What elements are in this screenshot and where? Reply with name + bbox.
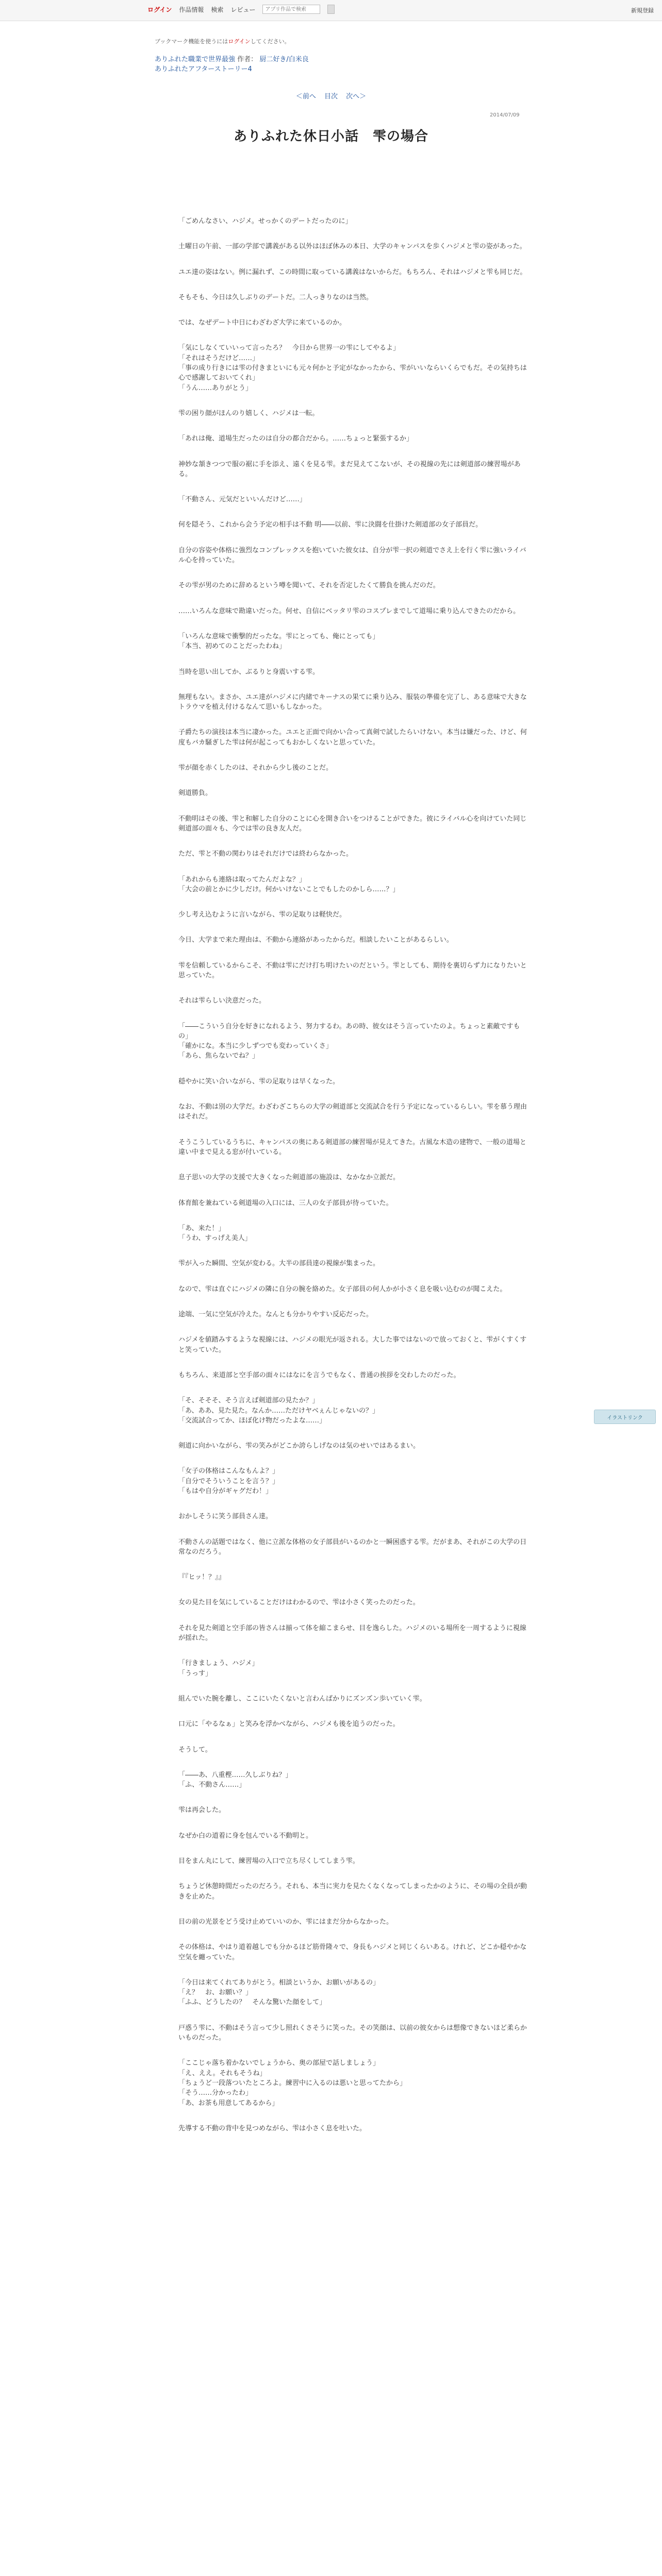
story-paragraph: 当時を思い出してか、ぶるりと身震いする雫。 [178, 668, 320, 676]
story-paragraph: そもそも、今日は久しぶりのデートだ。二人っきりなのは当然。 [178, 293, 373, 301]
story-paragraph: 自分の容姿や体格に強烈なコンプレックスを抱いていた彼女は、自分が雫一択の剣道でさえ上を行く雫に強いライバル心を持っていた。 [178, 546, 526, 565]
prev-link[interactable]: ＜前へ [295, 93, 316, 100]
chapter-pager [0, 91, 662, 100]
story-paragraph: 組んでいた腕を離し、ここにいたくないと言わんばかりにズンズン歩いていく雫。 [178, 1694, 426, 1703]
chapter-link[interactable]: ありふれたアフターストーリー4 [155, 65, 252, 73]
story-paragraph: 不動明はその後、雫と和解した自分のことに心を開き合いをつけることができた。彼にライバル心を向けていた同じ剣道部の面々も、今では雫の良き友人だ。 [178, 815, 527, 833]
site-nav [147, 5, 335, 14]
story-paragraph: なぜか白の道着に身を包んでいる不動明と。 [178, 1832, 313, 1840]
story-paragraph: ……いろんな意味で勘違いだった。何せ、自信にベッタリ雫のコスプレまでして道場に乗り込んできたのだから。 [178, 607, 520, 615]
story-paragraph: 子爵たちの演技は本当に凄かった。ユエと正面で向かい合って真剣で試したらいけない。本当は嫌だった、けど、何度もバカ騒ぎした雫は何が起こってもおかしくないと思っていた。 [178, 728, 527, 747]
story-paragraph: 「行きましょう、ハジメ」 「うっす」 [178, 1659, 259, 1677]
story-paragraph: 「あれからも連絡は取ってたんだよな？」 「大会の前とかに少しだけ。何かいけないことでもしたのかしら……？」 [178, 875, 400, 893]
story-paragraph: 息子思いの大学の支援で大きくなった剣道部の施設は、なかなか立派だ。 [178, 1174, 400, 1182]
story-paragraph: 「不動さん、元気だといいんだけど……」 [178, 496, 306, 504]
story-paragraph: ちょうど休憩時間だったのだろう。それも、本当に実力を見たくなくなってしまったかのように、その場の全員が動きを止めた。 [178, 1883, 527, 1901]
story-paragraph: なお、不動は別の大学だ。わざわざこちらの大学の剣道部と交流試合を行う予定になっているらしい。雫を慕う理由はそれだ。 [178, 1103, 527, 1121]
story-paragraph: 戸惑う雫に、不動はそう言って少し照れくさそうに笑った。その笑顔は、以前の彼女からは想像できないほど柔らかいものだった。 [178, 2024, 527, 2042]
works-link[interactable]: 作品情報 [179, 6, 204, 13]
story-paragraph: 「気にしなくていいって言ったろ？ 今日から世界一の雫にしてやるよ」 「それはそうだけど……」 「事の成り行きには雫の付きまといにも元々何かと予定がなかったから、雫がいいならいくらでもだ。その気持ちは心で感謝しておいてくれ」 「うん……ありがとう」 [178, 344, 527, 392]
chapter-title: ありふれた休日小話 雫の場合 [233, 129, 428, 144]
register-link[interactable]: 新規登録 [631, 7, 654, 14]
story-paragraph: 穏やかに笑い合いながら、雫の足取りは早くなった。 [178, 1077, 340, 1086]
story-paragraph: 神妙な頷きつつで服の裾に手を添え、遠くを見る雫。まだ見えてこないが、その視線の先には剣道部の練習場がある。 [178, 460, 521, 478]
story-paragraph: ユエ達の姿はない。例に漏れず、この時間に取っている講義はないからだ。もちろん、それはハジメと雫も同じだ。 [178, 268, 527, 276]
story-paragraph: ただ、雫と不動の関わりはそれだけでは終わらなかった。 [178, 850, 353, 858]
review-link[interactable]: レビュー [230, 6, 256, 13]
story-paragraph: もちろん、来道部と空手部の面々にはなにを言うでもなく、普通の挨拶を交わしたのだった。 [178, 1371, 460, 1379]
story-paragraph: 『『ヒッ！？』』 [178, 1573, 225, 1582]
story-paragraph: 「――あ、八重樫……久しぶりね？」 「ふ、不動さん……」 [178, 1771, 292, 1789]
toc-link[interactable]: 目次 [324, 93, 338, 100]
story-paragraph: 雫が顔を赤くしたのは、それから少し後のことだ。 [178, 764, 333, 772]
story-paragraph: 女の見た目を気にしていることだけはわかるので、雫は小さく笑ったのだった。 [178, 1599, 420, 1607]
search-link[interactable]: 検索 [211, 6, 224, 13]
series-info [155, 55, 309, 74]
story-paragraph: それは雫らしい決意だった。 [178, 997, 266, 1005]
story-paragraph: 不動さんの話題ではなく、他に立派な体格の女子部員がいるのかと一瞬困惑する雫。だがまあ、それがこの大学の日常なのだろう。 [178, 1538, 527, 1556]
story-paragraph: 体育館を兼ねている剣道場の入口には、三人の女子部員が待っていた。 [178, 1199, 393, 1207]
author-label: 作者： [237, 56, 258, 63]
story-paragraph: なので、雫は直ぐにハジメの隣に自分の腕を絡めた。女子部員の何人かが小さく息を吸い込むのが聞こえた。 [178, 1285, 507, 1293]
story-paragraph: 目をまん丸にして、練習場の入口で立ち尽くしてしまう雫。 [178, 1857, 359, 1866]
story-paragraph: 「そ、そそそ、そう言えば剣道部の見たか？」 「あ、ああ、見た見た。なんか……ただけヤベぇんじゃないの？」 「交流試合ってか、ほぼ化け物だったよな……」 [178, 1397, 379, 1425]
story-paragraph: 目の前の光景をどう受け止めていいのか、雫にはまだ分からなかった。 [178, 1918, 393, 1926]
bookmark-notice [155, 37, 290, 45]
story-paragraph: 雫は再会した。 [178, 1806, 226, 1815]
story-paragraph: 無理もない。まさか、ユエ達がハジメに内緒でキーナスの果てに乗り込み、服装の準備を完了し、ある意味で大きなトラウマを植え付けるなんて思いもしなかった。 [178, 693, 527, 711]
story-paragraph: 雫の困り顔がほんのり嬉しく、ハジメは一転。 [178, 409, 319, 417]
story-paragraph: 途端、一気に空気が冷えた。なんとも分かりやすい反応だった。 [178, 1311, 373, 1319]
story-paragraph: ハジメを値踏みするような視線には、ハジメの眼光が返される。大した事ではないので放っておくと、雫がくすくすと笑っていた。 [178, 1336, 527, 1354]
story-paragraph: その体格は、やはり道着越しでも分かるほど筋骨隆々で、身長もハジメと同じくらいある。けれど、どこか穏やかな空気を纏っていた。 [178, 1943, 527, 1961]
story-paragraph: 雫を信頼しているからこそ、不動は雫にだけ打ち明けたいのだという。雫としても、期待を裏切らず力になりたいと思っていた。 [178, 961, 527, 979]
series-title-link[interactable]: ありふれた職業で世界最強 [155, 56, 236, 63]
author-link[interactable]: 厨二好き/白米良 [259, 56, 309, 63]
search-input[interactable] [262, 5, 320, 14]
story-paragraph: そうして。 [178, 1745, 212, 1754]
story-paragraph: その雫が男のために辞めるという噂を聞いて、それを否定したくて勝負を挑んだのだ。 [178, 582, 440, 590]
story-paragraph: 剣道に向かいながら、雫の笑みがどこか誇らしげなのは気のせいではあるまい。 [178, 1442, 420, 1450]
story-paragraph: 「いろんな意味で衝撃的だったな。雫にとっても、俺にとっても」 「本当、初めてのことだったわね」 [178, 632, 379, 651]
post-date: 2014/07/09 [490, 112, 520, 118]
story-paragraph: 「あれは俺、道場生だったのは自分の都合だから。……ちょっと緊張するか」 [178, 435, 413, 443]
story-paragraph: 何を隠そう、これから会う予定の相手は不動 明――以前、雫に決闘を仕掛けた剣道部の女子部員だ。 [178, 521, 483, 529]
login-link[interactable]: ログイン [147, 6, 172, 13]
story-paragraph: 今日、大学まで来た理由は、不動から連絡があったからだ。相談したいことがあるらしい。 [178, 936, 453, 944]
story-paragraph: 「今日は来てくれてありがとう。相談というか、お願いがあるの」 「え？ お、お願い？」 「ふふ、どうしたの？ そんな驚いた顔をして」 [178, 1978, 380, 2007]
story-paragraph: 「あ、来た！」 「うわ、すっげえ美人」 [178, 1224, 252, 1243]
top-navigation-bar [0, 0, 662, 21]
story-paragraph: 少し考え込むように言いながら、雫の足取りは軽快だ。 [178, 911, 346, 919]
story-paragraph: 剣道勝負。 [178, 789, 212, 798]
notice-login-link[interactable]: ログイン [228, 38, 251, 45]
story-paragraph: そうこうしているうちに、キャンパスの奥にある剣道部の練習場が見えてきた。古風な木造の建物で、一般の道場と違い中まで見える窓が付いている。 [178, 1138, 526, 1156]
search-button[interactable] [327, 5, 335, 14]
story-paragraph: それを見た剣道と空手部の皆さんは揃って体を縮こまらせ、目を逸らした。ハジメのいる場所を一周するように視線が揺れた。 [178, 1624, 526, 1642]
story-paragraph: 先導する不動の背中を見つめながら、雫は小さく息を吐いた。 [178, 2124, 367, 2132]
notice-before: ブックマーク機能を使うには [155, 38, 228, 45]
story-paragraph: では、なぜデート中日にわざわざ大学に来ているのか。 [178, 319, 346, 327]
next-link[interactable]: 次へ＞ [346, 93, 367, 100]
story-paragraph: 「ごめんなさい、ハジメ。せっかくのデートだったのに」 [178, 217, 352, 225]
illustration-link-button[interactable]: イラストリンク [594, 1410, 656, 1424]
story-paragraph: 「女子の体格はこんなもんよ？」 「自分でそういうことを言う？」 「もはや自分がギャグだわ！」 [178, 1467, 279, 1495]
story-paragraph: 「――こういう自分を好きになれるよう、努力するわ。あの時、彼女はそう言っていたのよ。ちょっと素敵ですもの」 「確かにな。本当に少しずつでも変わっていくさ」 「あら、焦らないでね？」 [178, 1022, 520, 1060]
story-body [178, 216, 529, 2149]
story-paragraph: 口元に「やるなぁ」と笑みを浮かべながら、ハジメも後を追うのだった。 [178, 1720, 400, 1728]
notice-after: してください。 [250, 38, 290, 45]
story-paragraph: おかしそうに笑う部員さん達。 [178, 1513, 273, 1521]
story-paragraph: 「ここじゃ落ち着かないでしょうから、奥の部屋で話しましょう」 「え、ええ。それもそうね」 「ちょうど一段落ついたところよ。練習中に入るのは悪いと思ってたから」 「そう……分かったわ」 「あ、お茶も用意してあるから」 [178, 2059, 407, 2107]
story-paragraph: 土曜日の午前、一部の学部で講義がある以外はほぼ休みの本日、大学のキャンパスを歩くハジメと雫の姿があった。 [178, 243, 526, 251]
story-paragraph: 雫が入った瞬間、空気が変わる。大半の部員達の視線が集まった。 [178, 1260, 380, 1268]
